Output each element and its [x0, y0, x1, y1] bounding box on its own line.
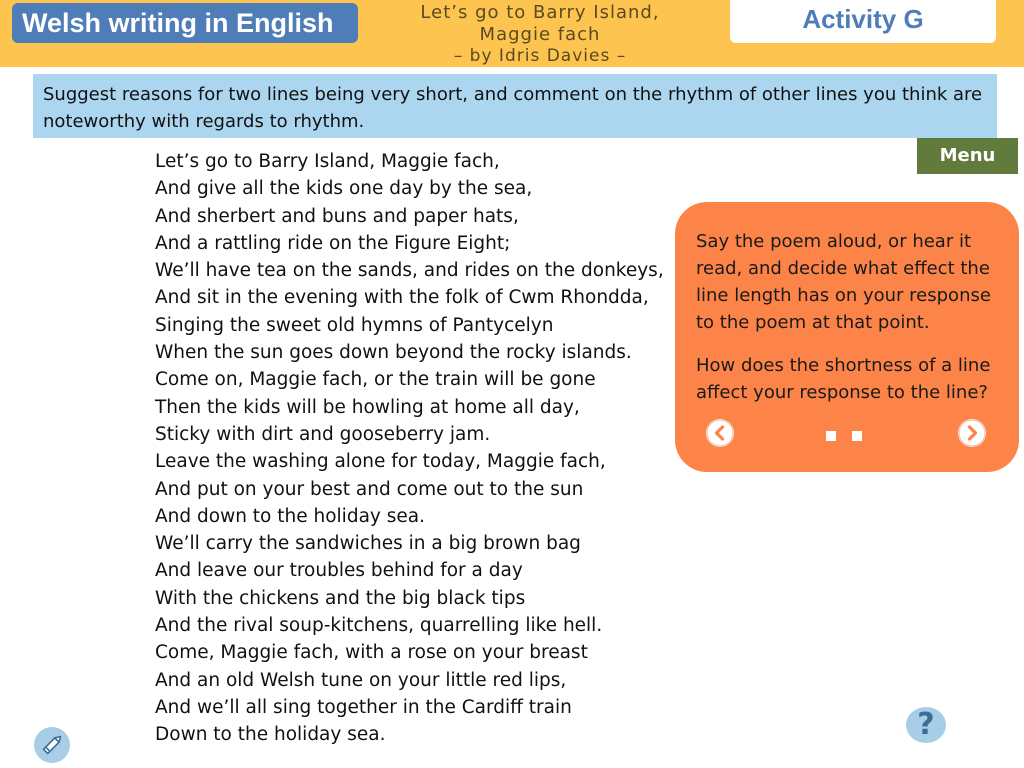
- poem-line: And we’ll all sing together in the Cardiff train: [155, 696, 572, 718]
- help-button[interactable]: ?: [906, 707, 946, 743]
- header-bar: [0, 0, 1024, 67]
- poem-heading: [372, 2, 708, 67]
- menu-button[interactable]: Menu: [917, 138, 1018, 174]
- poem-line: And sherbert and buns and paper hats,: [155, 205, 519, 227]
- activity-label: Activity G: [730, 0, 996, 43]
- poem-line: And give all the kids one day by the sea,: [155, 178, 533, 200]
- poem-line: With the chickens and the big black tips: [155, 587, 526, 609]
- poem-line: And leave our troubles behind for a day: [155, 560, 523, 582]
- poem-line: And down to the holiday sea.: [155, 505, 425, 527]
- page-dot[interactable]: [852, 431, 862, 441]
- poem-line: We’ll carry the sandwiches in a big brown bag: [155, 533, 581, 555]
- poem-line: Come, Maggie fach, with a rose on your breast: [155, 642, 588, 664]
- poem-title-line-2: Maggie fach: [479, 24, 601, 45]
- pencil-icon[interactable]: [34, 727, 70, 763]
- poem-title-line-1: Let’s go to Barry Island,: [420, 2, 660, 23]
- poem-line: And an old Welsh tune on your little red lips,: [155, 669, 567, 691]
- poem-line: Singing the sweet old hymns of Pantycelyn: [155, 314, 554, 336]
- poem-line: And put on your best and come out to the sun: [155, 478, 584, 500]
- poem-line: Let’s go to Barry Island, Maggie fach,: [155, 151, 500, 172]
- poem-line: Then the kids will be howling at home all day,: [155, 396, 580, 418]
- poem-line: And a rattling ride on the Figure Eight;: [155, 232, 511, 254]
- page-indicator: [826, 431, 866, 443]
- poem-line: Sticky with dirt and gooseberry jam.: [155, 423, 491, 445]
- poem-author: – by Idris Davies –: [453, 46, 627, 66]
- chevron-right-icon[interactable]: [958, 419, 986, 447]
- poem-line: Down to the holiday sea.: [155, 724, 386, 746]
- poem-line: Come on, Maggie fach, or the train will be gone: [155, 369, 596, 391]
- poem-line: When the sun goes down beyond the rocky islands.: [155, 342, 632, 364]
- series-title: Welsh writing in English: [12, 3, 358, 43]
- chevron-left-icon[interactable]: [706, 419, 734, 447]
- poem-line: And sit in the evening with the folk of Cwm Rhondda,: [155, 287, 649, 309]
- instruction-text: Suggest reasons for two lines being very short, and comment on the rhythm of other lines you think are noteworthy with regards to rhythm.: [33, 74, 997, 138]
- page-dot[interactable]: [826, 431, 836, 441]
- poem-text: [155, 148, 675, 749]
- poem-line: We’ll have tea on the sands, and rides on the donkeys,: [155, 260, 664, 282]
- poem-line: Leave the washing alone for today, Maggie fach,: [155, 451, 606, 473]
- prompt-paragraph-1: Say the poem aloud, or hear it read, and decide what effect the line length has on your response to the poem at that point.: [696, 231, 991, 333]
- prompt-paragraph-2: How does the shortness of a line affect your response to the line?: [696, 355, 991, 403]
- poem-line: And the rival soup-kitchens, quarrelling like hell.: [155, 615, 603, 637]
